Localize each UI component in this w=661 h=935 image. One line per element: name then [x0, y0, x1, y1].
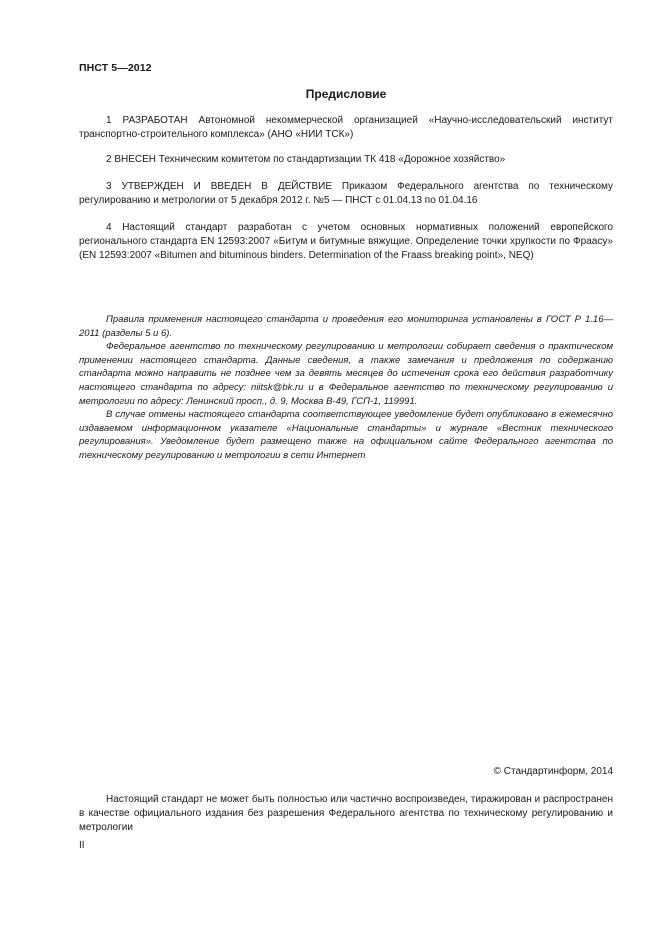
- foreword-item-1: [79, 114, 613, 142]
- foreword-item-2-text: 2 ВНЕСЕН Техническим комитетом по стандартизации ТК 418 «Дорожное хозяйство»: [106, 154, 506, 165]
- foreword-item-3-text: 3 УТВЕРЖДЕН И ВВЕДЕН В ДЕЙСТВИЕ Приказом Федерального агентства по техническому регулированию и метрологии от 5 декабря 2012 г. №5 — ПНСТ с 01.04.13 по 01.04.16: [79, 181, 613, 206]
- rights-notice-block: [79, 793, 613, 835]
- note-feedback: Федеральное агентство по техническому регулированию и метрологии собирает сведения о практическом применении настоящего стандарта. Данные сведения, а также замечания и предложения по содержанию стандарта можно направить не позднее чем за девять месяцев до истечения срока его действия разработчику настоящего стандарта по адресу: niitsk@bk.ru и в Федеральное агентство по техническому регулированию и метрологии по адресу: Ленинский просп., д. 9, Москва В-49, ГСП-1, 119991.: [79, 341, 613, 407]
- foreword-item-1-text: 1 РАЗРАБОТАН Автономной некоммерческой организацией «Научно-исследовательский институт транспортно-строительного комплекса» (АНО «НИИ ТСК»): [79, 115, 613, 140]
- foreword-item-3: [79, 180, 613, 208]
- note-application-rules: Правила применения настоящего стандарта и проведения его мониторинга установлены в ГОСТ Р 1.16—2011 (разделы 5 и 6).: [79, 314, 613, 339]
- foreword-item-2: [79, 153, 613, 167]
- foreword-item-4: [79, 221, 613, 263]
- page-number: II: [79, 840, 85, 851]
- copyright-notice: © Стандартинформ, 2014: [493, 766, 613, 777]
- document-code: ПНСТ 5—2012: [79, 62, 152, 74]
- notes-block: [79, 313, 613, 463]
- page-title: Предисловие: [305, 87, 387, 101]
- rights-notice: Настоящий стандарт не может быть полностью или частично воспроизведен, тиражирован и распространен в качестве официального издания без разрешения Федерального агентства по техническому регулированию и метрологии: [79, 794, 613, 833]
- foreword-item-4-text: 4 Настоящий стандарт разработан с учетом основных нормативных положений европейского регионального стандарта EN 12593:2007 «Битум и битумные вяжущие. Определение точки хрупкости по Фраасу» (EN 12593:2007 «Bitumen and bituminous binders. Determination of the Fraass breaking point», NEQ): [79, 222, 613, 261]
- note-cancellation: В случае отмены настоящего стандарта соответствующее уведомление будет опубликовано в ежемесячно издаваемом информационном указателе «Национальные стандарты» и журнале «Вестник технического регулирования». Уведомление будет размещено также на официальном сайте Федерального агентства по техническому регулированию и метрологии в сети Интернет: [79, 409, 613, 461]
